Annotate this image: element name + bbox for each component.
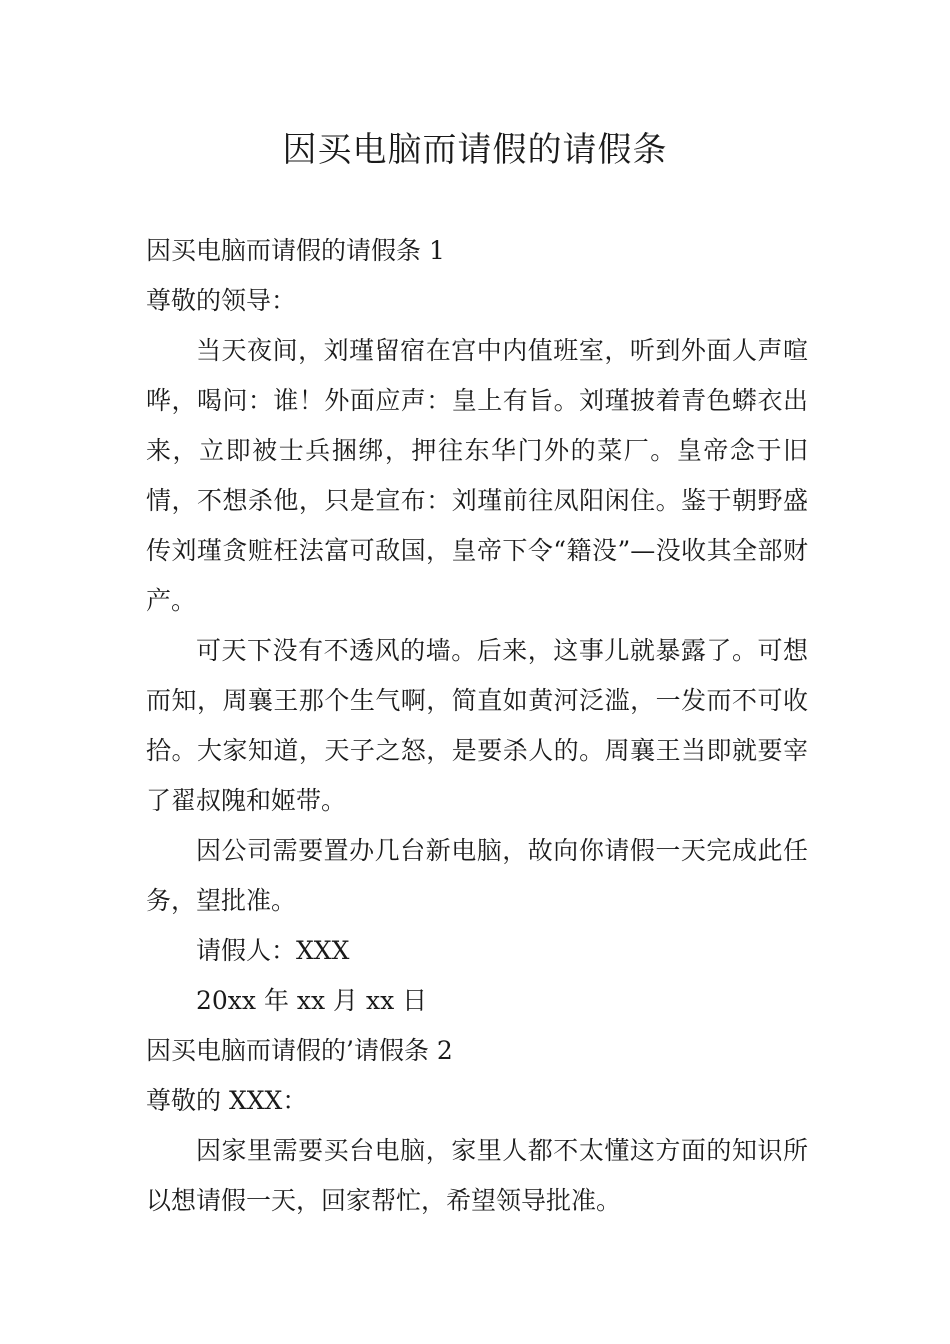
- section1-paragraph-3: 因公司需要置办几台新电脑，故向你请假一天完成此任务，望批准。: [146, 836, 808, 915]
- section1-paragraph-2: 可天下没有不透风的墙。后来，这事儿就暴露了。可想而知，周襄王那个生气啊，简直如黄河泛滥，一发而不可收拾。大家知道，天子之怒，是要杀人的。周襄王当即就要宰了翟叔隗和姬带。: [146, 636, 808, 815]
- section1-date: 20xx 年 xx 月 xx 日: [196, 986, 428, 1015]
- section2-heading: 因买电脑而请假的’请假条 2: [146, 1036, 453, 1065]
- document-title: 因买电脑而请假的请假条: [282, 130, 668, 170]
- section1-salutation: 尊敬的领导：: [146, 286, 297, 315]
- section1-paragraph-1: 当天夜间，刘瑾留宿在宫中内值班室，听到外面人声喧哗，喝问：谁！外面应声：皇上有旨。刘瑾披着青色蟒衣出来，立即被士兵捆绑，押往东华门外的菜厂。皇帝念于旧情，不想杀他，只是宣布：刘瑾前往凤阳闲住。鉴于朝野盛传刘瑾贪赃枉法富可敌国，皇帝下令“籍没”—没收其全部财产。: [146, 336, 808, 615]
- section1-signer: 请假人：XXX: [196, 936, 350, 965]
- section1-heading: 因买电脑而请假的请假条 1: [146, 236, 445, 265]
- section2-paragraph-1: 因家里需要买台电脑，家里人都不太懂这方面的知识所以想请假一天，回家帮忙，希望领导批准。: [146, 1136, 808, 1215]
- section2-salutation: 尊敬的 XXX：: [146, 1086, 308, 1115]
- document-body: [146, 226, 808, 1226]
